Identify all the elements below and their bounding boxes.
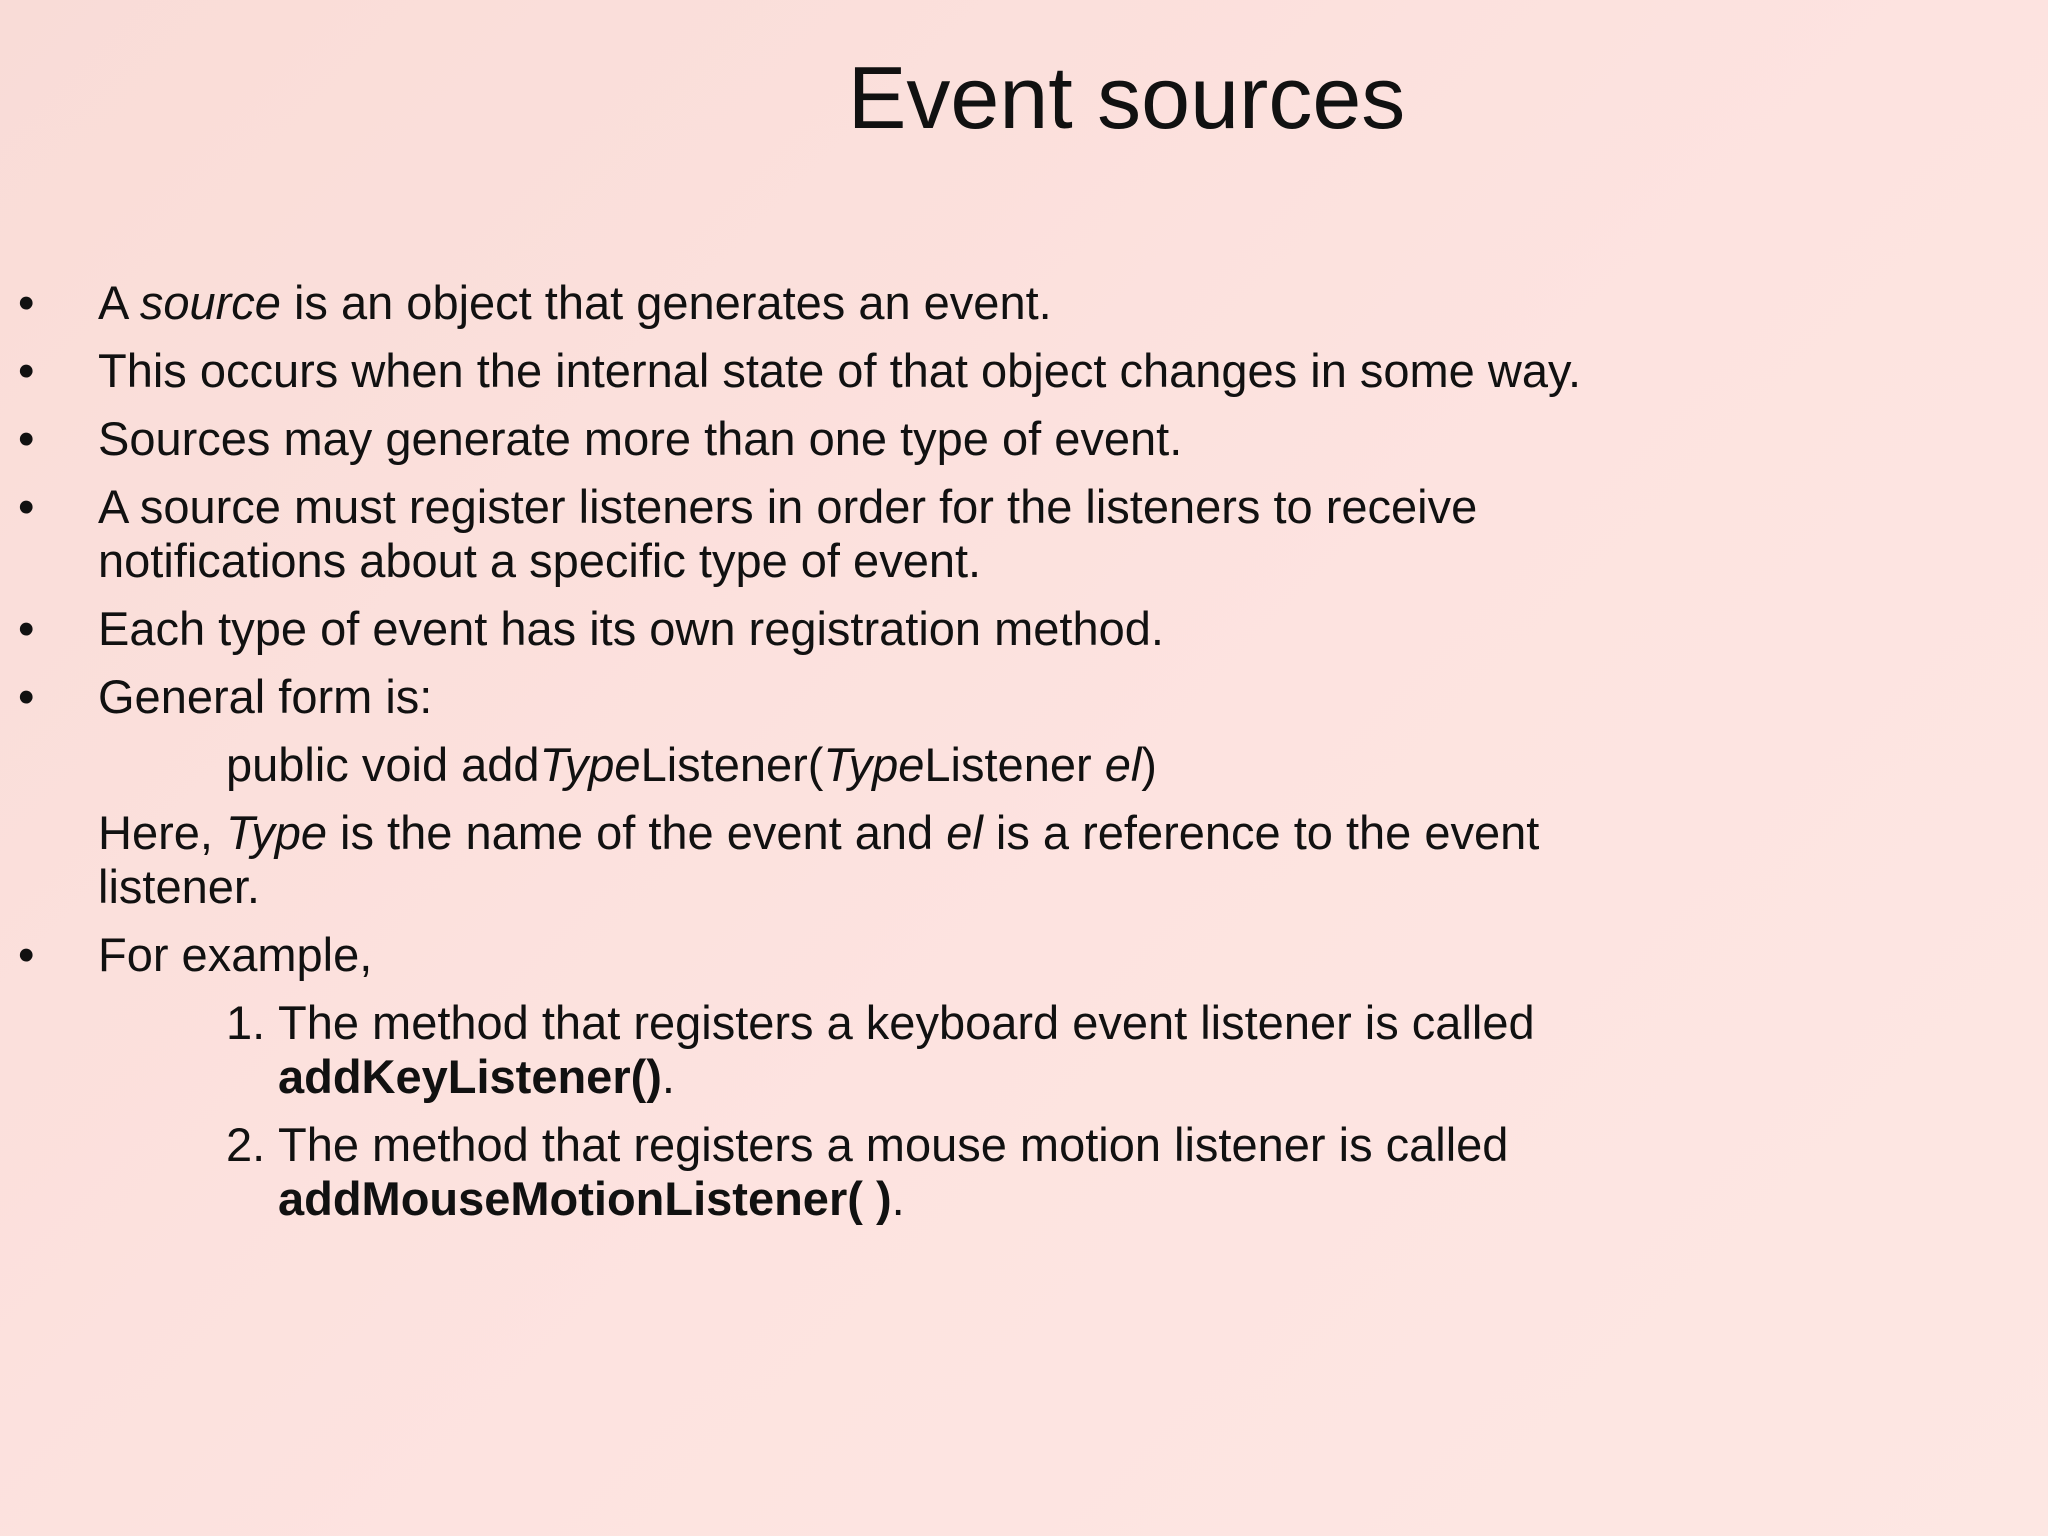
code-part: Listener (924, 738, 1105, 791)
bullet-icon: • (18, 670, 35, 723)
explanation-line-1 (98, 806, 1900, 860)
bullet-text: Each type of event has its own registration method. (98, 602, 1164, 655)
bullet-item (0, 480, 1900, 588)
example-item (0, 996, 1900, 1104)
example-method-line (278, 1172, 1900, 1226)
bullet-icon: • (18, 276, 35, 329)
example-method: addKeyListener() (278, 1050, 662, 1103)
bullet-item (0, 928, 1900, 982)
slide-body (0, 276, 1900, 1226)
explanation-part: is the name of the event and (327, 806, 947, 859)
example-text: The method that registers a keyboard event listener is called (278, 996, 1535, 1049)
bullet-text: This occurs when the internal state of that object changes in some way. (98, 344, 1582, 397)
bullet-text-post: is an object that generates an event. (280, 276, 1052, 329)
bullet-icon: • (18, 928, 35, 981)
code-param: el (1104, 738, 1142, 791)
explanation-term: el (946, 806, 983, 859)
bullet-text-pre: A (98, 276, 140, 329)
code-part: public void add (226, 738, 540, 791)
example-method: addMouseMotionListener( ) (278, 1172, 892, 1225)
explanation-part: Here, (98, 806, 226, 859)
bullet-text-emphasis: source (139, 276, 281, 329)
bullet-icon: • (18, 602, 35, 655)
code-type-placeholder: Type (539, 738, 641, 791)
slide-title: Event sources (847, 48, 1406, 147)
bullet-item (0, 602, 1900, 656)
bullet-item (0, 412, 1900, 466)
example-text: The method that registers a mouse motion listener is called (278, 1118, 1509, 1171)
general-form-signature (0, 738, 1900, 792)
bullet-text: Sources may generate more than one type of event. (98, 412, 1183, 465)
example-number: 1. (226, 996, 266, 1049)
bullet-text: General form is: (98, 670, 433, 723)
code-type-placeholder: Type (823, 738, 925, 791)
explanation-part: is a reference to the event (982, 806, 1540, 859)
bullet-item (0, 344, 1900, 398)
bullet-text-line-1: A source must register listeners in order for the listeners to receive (98, 480, 1478, 533)
bullet-item (0, 276, 1900, 330)
bullet-icon: • (18, 412, 35, 465)
bullet-icon: • (18, 480, 35, 533)
bullet-item (0, 670, 1900, 724)
bullet-text: For example, (98, 928, 373, 981)
explanation-paragraph (0, 806, 1900, 914)
example-period: . (661, 1050, 675, 1103)
example-item (0, 1118, 1900, 1226)
example-number: 2. (226, 1118, 266, 1171)
bullet-icon: • (18, 344, 35, 397)
bullet-text-line-2: notifications about a specific type of event. (98, 534, 982, 587)
code-part: ) (1141, 738, 1157, 791)
explanation-line-2: listener. (98, 860, 260, 913)
code-part: Listener( (640, 738, 824, 791)
example-method-line (278, 1050, 1900, 1104)
example-period: . (891, 1172, 905, 1225)
explanation-term: Type (226, 806, 327, 859)
